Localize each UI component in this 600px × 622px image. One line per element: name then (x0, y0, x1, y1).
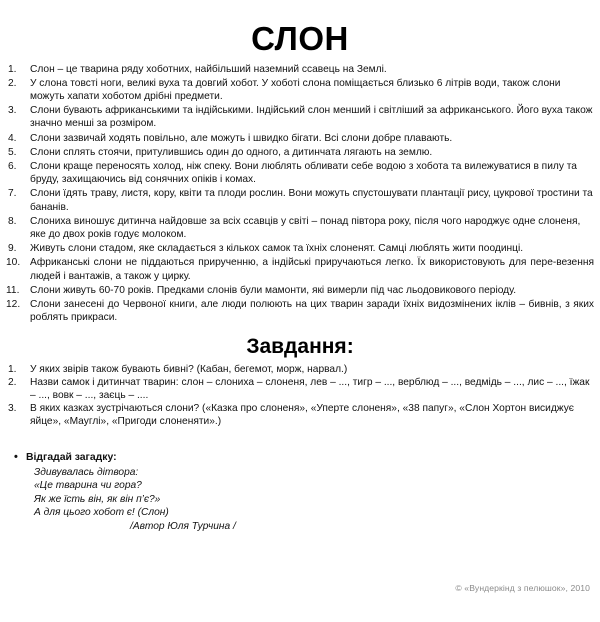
list-item-text: У слона товсті ноги, великі вуха та довгий хобот. У хоботі слона поміщається близько 6 літрів води, також слони можуть хапати хоботом дрібні предмети. (30, 77, 561, 103)
list-item (6, 104, 594, 130)
list-item (6, 146, 594, 159)
list-item-number: 5. (8, 146, 17, 158)
riddle-text (12, 466, 594, 534)
riddle-line: «Це тварина чи гора? (34, 480, 142, 492)
list-item (6, 77, 594, 103)
list-item-text: Слон – це тварина ряду хоботних, найбільший наземний ссавець на Землі. (30, 63, 387, 75)
list-item-number: 3. (8, 105, 17, 117)
list-item-text: Слони краще переносять холод, ніж спеку. Вони люблять обливати себе водою з хобота та вилежуватися в пилу та бруду, захищаючись від сонячних опіків і комах. (30, 161, 577, 186)
list-item-number: 12. (6, 299, 21, 311)
list-item-number: 9. (8, 243, 17, 255)
list-item-number: 4. (8, 132, 17, 144)
list-item-text: В яких казках зустрічаються слони? («Казка про слоненя», «Уперте слоненя», «38 папуг», «Слон Хортон висиджує яйце», «Мауглі», «Пригоди слоненяти».) (30, 403, 575, 428)
riddle-heading-label: Відгадай загадку: (26, 451, 117, 463)
list-item-text: Слони бувають африканськими та індійськими. Індійський слон менший і світліший за африканського. Його вуха також значно менші за розміром. (30, 105, 593, 130)
list-item-text: Слони занесені до Червоної книги, але люди полюють на цих тварин заради їхніх видозмінених іклів – бивнів, з яких роблять прикраси. (30, 299, 594, 324)
list-item (6, 215, 594, 241)
list-item (6, 187, 594, 213)
list-item-text: Африканські слони не піддаються прирученню, а індійські приручаються легко. Їх використовують для пере-везення людей і вантажів, а також у цирку. (30, 257, 594, 282)
list-item-text: Слони зазвичай ходять повільно, але можуть і швидко бігати. Всі слони добре плавають. (30, 132, 453, 144)
tasks-heading: Завдання: (246, 334, 354, 358)
list-item-text: Слони живуть 60-70 років. Предками слонів були мамонти, які вимерли під час льодовикового періоду. (30, 284, 517, 296)
riddle-line: А для цього хобот є! (Слон) (34, 507, 169, 519)
tasks-section (6, 363, 594, 429)
list-item (6, 376, 594, 402)
list-item (6, 256, 594, 282)
facts-section (6, 63, 594, 325)
facts-list (6, 63, 594, 325)
riddle-heading (12, 451, 594, 465)
list-item-number: 6. (8, 161, 17, 173)
list-item (6, 363, 594, 376)
list-item-number: 11. (6, 284, 20, 296)
list-item (6, 63, 594, 76)
list-item-number: 10. (6, 257, 21, 269)
list-item-number: 1. (8, 63, 17, 75)
list-item-number: 2. (8, 376, 17, 388)
riddle-line: Здивувалась дітвора: (34, 466, 139, 478)
list-item-text: Слони їдять траву, листя, кору, квіти та плоди рослин. Вони можуть спустошувати плантації рису, цукрової тростини та бананів. (30, 188, 593, 213)
list-item-text: У яких звірів також бувають бивні? (Кабан, бегемот, морж, нарвал.) (30, 363, 348, 375)
list-item-number: 8. (8, 215, 17, 227)
list-item (6, 402, 594, 428)
list-item (6, 298, 594, 324)
bullet-icon: • (14, 450, 18, 463)
page-title: СЛОН (251, 20, 349, 57)
list-item-text: Слониха виношує дитинча найдовше за всіх ссавців у світі – понад півтора року, після чого народжує одне слоненя, яке до двох років годує молоком. (30, 215, 581, 241)
riddle-author: /Автор Юля Турчина / (130, 520, 236, 532)
list-item-number: 2. (8, 77, 17, 89)
footer-copyright: © «Вундеркінд з пелюшок», 2010 (455, 583, 590, 593)
list-item (6, 132, 594, 145)
list-item (6, 242, 594, 255)
tasks-list (6, 363, 594, 429)
list-item-number: 7. (8, 188, 17, 200)
list-item-number: 3. (8, 403, 17, 415)
document-page (0, 22, 600, 622)
list-item (6, 284, 594, 297)
riddle-section (6, 451, 594, 534)
list-item-text: Назви самок і дитинчат тварин: слон – слониха – слоненя, лев – ..., тигр – ..., верблюд – ..., ведмідь – ..., лис – ..., їжак – ..., вовк – ..., заєць – .... (30, 376, 590, 401)
list-item-text: Живуть слони стадом, яке складається з кількох самок та їхніх слоненят. Самці люблять жити поодинці. (30, 243, 524, 255)
list-item-text: Слони сплять стоячи, притулившись один до одного, а дитинчата лягають на землю. (30, 146, 433, 158)
list-item (6, 160, 594, 186)
riddle-line: Як же їсть він, як він п’є?» (34, 493, 161, 505)
list-item-number: 1. (8, 363, 17, 375)
